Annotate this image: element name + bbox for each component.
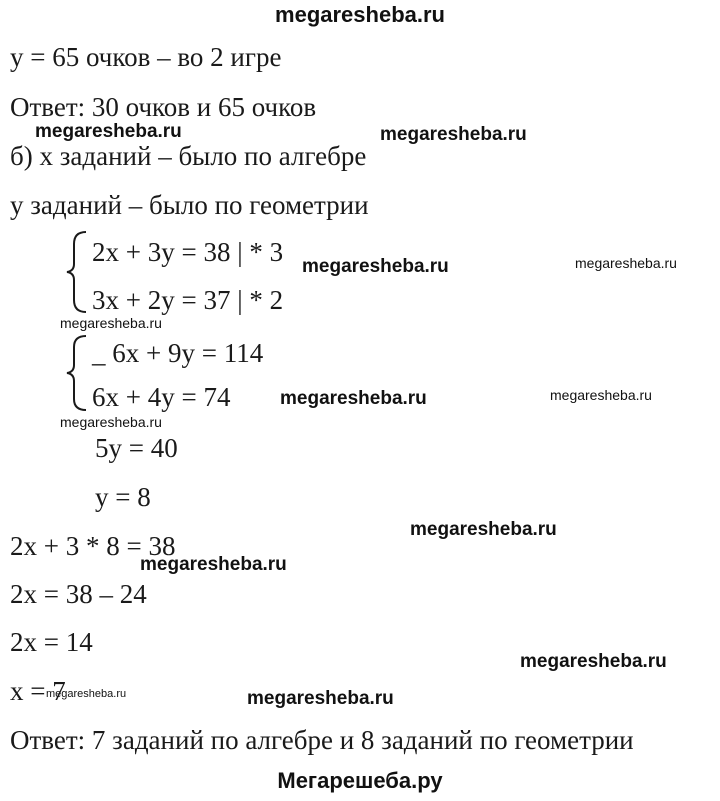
- line-x-7: x = 7: [10, 676, 66, 706]
- watermark: megaresheba.ru: [410, 519, 557, 540]
- answer-b: Ответ: 7 заданий по алгебре и 8 заданий по геометрии: [10, 725, 634, 755]
- site-header: megaresheba.ru: [275, 2, 445, 27]
- watermark: megaresheba.ru: [35, 121, 182, 142]
- site-footer: Мегарешеба.ру: [277, 768, 443, 793]
- system2-eq2: 6x + 4y = 74: [92, 382, 231, 412]
- system1-eq1: 2x + 3y = 38 | * 3: [92, 237, 284, 267]
- system-brace-2: [64, 334, 90, 412]
- watermark: megaresheba.ru: [140, 554, 287, 575]
- line-2x-14: 2x = 14: [10, 627, 93, 657]
- watermark: megaresheba.ru: [550, 387, 652, 403]
- system2-eq1: _ 6x + 9y = 114: [92, 338, 264, 368]
- watermark: megaresheba.ru: [380, 124, 527, 145]
- answer-a: Ответ: 30 очков и 65 очков: [10, 92, 317, 122]
- watermark: megaresheba.ru: [302, 256, 449, 277]
- line-2x-38-24: 2x = 38 – 24: [10, 579, 147, 609]
- watermark: megaresheba.ru: [575, 255, 677, 271]
- line-b-x-definition: б) x заданий – было по алгебре: [10, 141, 367, 171]
- line-5y: 5y = 40: [95, 433, 178, 463]
- line-substitution: 2x + 3 * 8 = 38: [10, 531, 176, 561]
- system1-eq2: 3x + 2y = 37 | * 2: [92, 285, 284, 315]
- watermark: megaresheba.ru: [60, 414, 162, 430]
- watermark: megaresheba.ru: [520, 651, 667, 672]
- line-y-65: y = 65 очков – во 2 игре: [10, 42, 282, 72]
- watermark: megaresheba.ru: [280, 388, 427, 409]
- watermark: megaresheba.ru: [247, 688, 394, 709]
- watermark: megaresheba.ru: [46, 688, 127, 700]
- line-y-definition: y заданий – было по геометрии: [10, 190, 369, 220]
- system-brace-1: [64, 230, 90, 314]
- watermark: megaresheba.ru: [60, 315, 162, 331]
- line-y-8: y = 8: [95, 482, 151, 512]
